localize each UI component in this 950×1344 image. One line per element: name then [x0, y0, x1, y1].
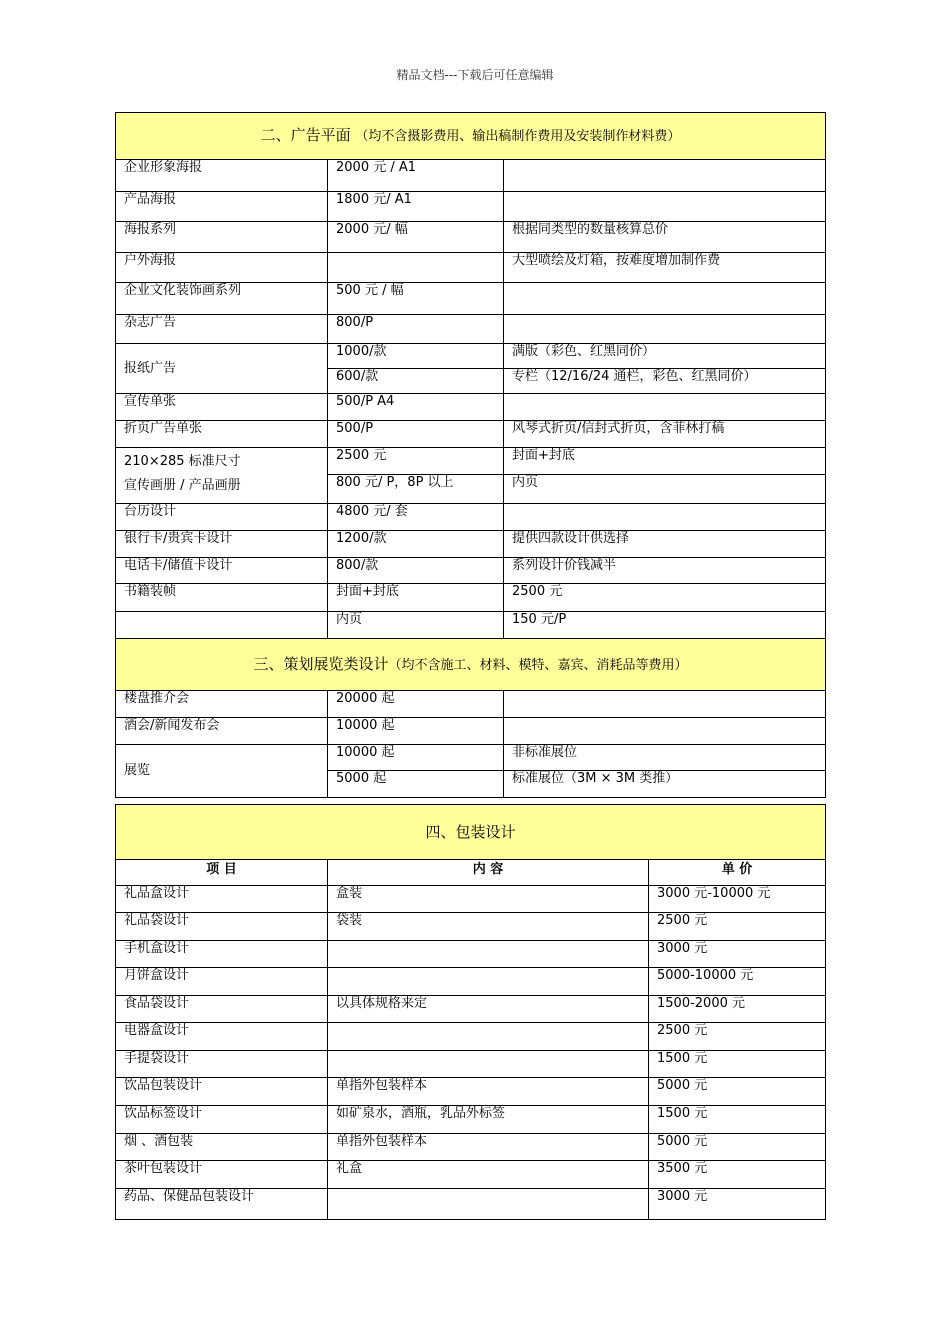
cell-price: 2000 元 / A1	[328, 160, 504, 192]
table-row	[116, 968, 826, 996]
cell-item	[116, 612, 328, 639]
cell-item: 宣传单张	[116, 394, 328, 421]
cell-price: 内页	[328, 612, 504, 639]
cell-item: 烟 、酒包装	[116, 1134, 328, 1161]
cell-item: 企业形象海报	[116, 160, 328, 192]
section-4-title: 四、包装设计	[425, 823, 516, 841]
cell-item: 食品袋设计	[116, 996, 328, 1023]
cell-content	[328, 1051, 649, 1078]
table-row	[116, 394, 826, 421]
cell-note	[504, 192, 826, 222]
cell-note: 封面+封底	[504, 448, 826, 475]
cell-price: 1500 元	[649, 1106, 826, 1134]
cell-price: 1800 元/ A1	[328, 192, 504, 222]
cell-item: 电话卡/储值卡设计	[116, 558, 328, 584]
table-row	[116, 421, 826, 448]
cell-note: 大型喷绘及灯箱，按难度增加制作费	[504, 253, 826, 283]
cell-content	[328, 968, 649, 996]
cell-item: 海报系列	[116, 222, 328, 253]
table-row	[116, 344, 826, 369]
cell-note: 2500 元	[504, 584, 826, 612]
cell-price: 3000 元	[649, 941, 826, 968]
cell-price: 3000 元	[649, 1189, 826, 1220]
cell-price: 500/P	[328, 421, 504, 448]
cell-content: 盒装	[328, 886, 649, 913]
section-2-note: （均不含摄影费用、输出稿制作费用及安装制作材料费）	[355, 129, 681, 144]
cell-price: 2500 元	[328, 448, 504, 475]
cell-price	[328, 253, 504, 283]
cell-price: 2000 元/ 幅	[328, 222, 504, 253]
cell-price: 800 元/ P，8P 以上	[328, 475, 504, 504]
cell-price: 500 元 / 幅	[328, 283, 504, 315]
cell-price: 1000/款	[328, 344, 504, 369]
cell-item: 折页广告单张	[116, 421, 328, 448]
table-row	[116, 531, 826, 558]
column-header-item: 项 目	[116, 860, 328, 886]
cell-item: 书籍装帧	[116, 584, 328, 612]
cell-price: 封面+封底	[328, 584, 504, 612]
table-row	[116, 941, 826, 968]
brochure-type-label: 宣传画册 / 产品画册	[124, 478, 241, 493]
cell-content: 礼盒	[328, 1161, 649, 1189]
cell-note: 标准展位（3M × 3M 类推）	[504, 771, 826, 798]
table-row	[116, 1134, 826, 1161]
table-row	[116, 283, 826, 315]
table-row	[116, 691, 826, 718]
cell-item: 饮品包装设计	[116, 1078, 328, 1106]
cell-content: 袋装	[328, 913, 649, 941]
table-row	[116, 1189, 826, 1220]
cell-note: 专栏（12/16/24 通栏，彩色、红黑同价）	[504, 369, 826, 394]
cell-item: 饮品标签设计	[116, 1106, 328, 1134]
table-row	[116, 996, 826, 1023]
cell-item: 礼品盒设计	[116, 886, 328, 913]
cell-note: 内页	[504, 475, 826, 504]
cell-content	[328, 1023, 649, 1051]
cell-item: 手提袋设计	[116, 1051, 328, 1078]
cell-price: 3000 元-10000 元	[649, 886, 826, 913]
cell-price: 5000 起	[328, 771, 504, 798]
table-row	[116, 1051, 826, 1078]
table-row	[116, 558, 826, 584]
cell-item: 月饼盒设计	[116, 968, 328, 996]
cell-price: 600/款	[328, 369, 504, 394]
cell-item: 电器盒设计	[116, 1023, 328, 1051]
cell-note: 150 元/P	[504, 612, 826, 639]
brochure-size-label: 210×285 标准尺寸	[124, 454, 241, 469]
packaging-table	[115, 804, 826, 1220]
cell-note: 根据同类型的数量核算总价	[504, 222, 826, 253]
cell-item: 产品海报	[116, 192, 328, 222]
page-header: 精品文档---下载后可任意编辑	[396, 68, 554, 82]
cell-price: 1200/款	[328, 531, 504, 558]
cell-content	[328, 1189, 649, 1220]
section-2-header	[116, 113, 826, 160]
cell-item: 户外海报	[116, 253, 328, 283]
cell-price: 2500 元	[649, 913, 826, 941]
table-row	[116, 612, 826, 639]
cell-item: 酒会/新闻发布会	[116, 718, 328, 745]
cell-price: 20000 起	[328, 691, 504, 718]
cell-price: 1500-2000 元	[649, 996, 826, 1023]
cell-content: 以具体规格来定	[328, 996, 649, 1023]
cell-price: 800/P	[328, 315, 504, 344]
cell-item: 茶叶包装设计	[116, 1161, 328, 1189]
table-row	[116, 253, 826, 283]
cell-price: 1500 元	[649, 1051, 826, 1078]
table-row	[116, 160, 826, 192]
column-header-content: 内 容	[328, 860, 649, 886]
cell-content	[328, 941, 649, 968]
cell-item: 报纸广告	[116, 344, 328, 394]
pricing-table-main	[115, 112, 826, 798]
table-row	[116, 913, 826, 941]
section-3-title: 三、策划展览类设计	[253, 654, 389, 673]
cell-item: 企业文化装饰画系列	[116, 283, 328, 315]
cell-price: 5000 元	[649, 1134, 826, 1161]
table-row	[116, 315, 826, 344]
section-3-header	[116, 639, 826, 691]
cell-item	[116, 448, 328, 504]
cell-item: 药品、保健品包装设计	[116, 1189, 328, 1220]
cell-price: 5000-10000 元	[649, 968, 826, 996]
cell-content: 单指外包装样本	[328, 1078, 649, 1106]
table-row	[116, 504, 826, 531]
cell-item: 台历设计	[116, 504, 328, 531]
cell-note: 提供四款设计供选择	[504, 531, 826, 558]
cell-note	[504, 504, 826, 531]
cell-note	[504, 283, 826, 315]
table-row	[116, 192, 826, 222]
table-row	[116, 222, 826, 253]
table-row	[116, 1106, 826, 1134]
table-row	[116, 745, 826, 771]
cell-content: 如矿泉水，酒瓶，乳品外标签	[328, 1106, 649, 1134]
cell-note	[504, 718, 826, 745]
cell-price: 500/P A4	[328, 394, 504, 421]
cell-price: 2500 元	[649, 1023, 826, 1051]
table-row	[116, 448, 826, 475]
cell-price: 5000 元	[649, 1078, 826, 1106]
table-row	[116, 1078, 826, 1106]
cell-note: 满版（彩色、红黑同价）	[504, 344, 826, 369]
table-row	[116, 584, 826, 612]
column-header-price: 单 价	[649, 860, 826, 886]
cell-note: 风琴式折页/信封式折页，含菲林打稿	[504, 421, 826, 448]
section-2-title: 二、广告平面	[260, 126, 351, 144]
cell-note	[504, 315, 826, 344]
cell-item: 展览	[116, 745, 328, 798]
cell-note	[504, 394, 826, 421]
cell-item: 楼盘推介会	[116, 691, 328, 718]
cell-item: 手机盒设计	[116, 941, 328, 968]
cell-item: 礼品袋设计	[116, 913, 328, 941]
table-row	[116, 886, 826, 913]
cell-price: 10000 起	[328, 745, 504, 771]
cell-note	[504, 160, 826, 192]
section-4-header	[116, 805, 826, 860]
table-row	[116, 1023, 826, 1051]
cell-price: 10000 起	[328, 718, 504, 745]
cell-note	[504, 691, 826, 718]
cell-item: 杂志广告	[116, 315, 328, 344]
cell-price: 4800 元/ 套	[328, 504, 504, 531]
table-row	[116, 718, 826, 745]
column-header-row	[116, 860, 826, 886]
table-row	[116, 1161, 826, 1189]
section-3-note: （均不含施工、材料、模特、嘉宾、消耗品等费用）	[388, 657, 688, 673]
cell-price: 3500 元	[649, 1161, 826, 1189]
cell-content: 单指外包装样本	[328, 1134, 649, 1161]
cell-price: 800/款	[328, 558, 504, 584]
cell-note: 系列设计价钱减半	[504, 558, 826, 584]
cell-item: 银行卡/贵宾卡设计	[116, 531, 328, 558]
cell-note: 非标准展位	[504, 745, 826, 771]
